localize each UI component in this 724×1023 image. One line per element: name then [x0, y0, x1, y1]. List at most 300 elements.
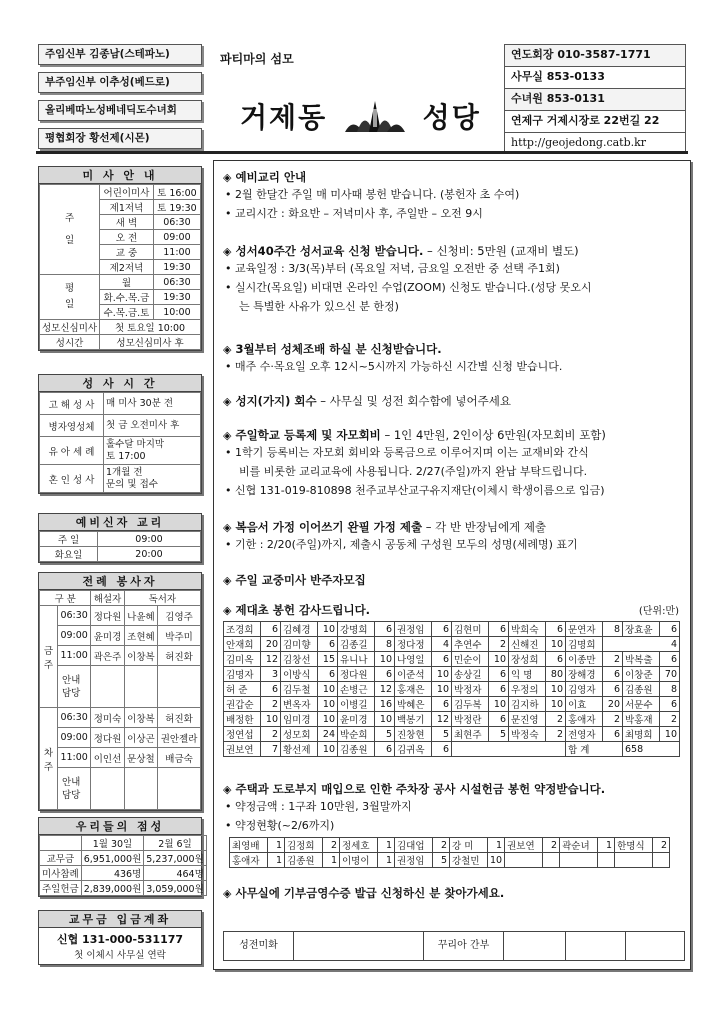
mass-name: 수.목.금.토: [100, 305, 154, 320]
commentator: 정다원: [91, 728, 124, 748]
liturgy-table: [39, 590, 201, 810]
table-row: [224, 697, 680, 712]
donor-name: 최현주: [452, 727, 489, 742]
diamond-bullet-icon: ◈: [223, 395, 232, 408]
notice-line: • 약정금액 : 1구좌 10만원, 3월말까지: [225, 800, 412, 813]
account-note: 첫 이체시 사무실 연락: [74, 950, 166, 961]
table-row: [224, 667, 680, 682]
donor-amount: 20: [261, 637, 281, 652]
table-row: [40, 626, 201, 646]
table-row: [40, 275, 201, 290]
donor-amount: 8: [660, 682, 680, 697]
diamond-bullet-icon: ◈: [223, 574, 232, 587]
lector: 이상곤: [124, 728, 157, 748]
church-address: 연제구 거제시장로 22번길 22: [504, 110, 686, 132]
donor-amount: 10: [318, 697, 338, 712]
notice-title: 3월부터 성체조배 하실 분 신청받습니다.: [235, 342, 442, 356]
notice-line: • 실시간(목요일) 비대면 온라인 수업(ZOOM) 신청도 받습니다.(성당 못오시: [225, 281, 592, 294]
notice-donation-receipt: [223, 885, 685, 901]
donor-amount: 6: [603, 667, 623, 682]
table-row: [40, 728, 201, 748]
table-row: [40, 415, 201, 437]
donor-amount: 10: [660, 727, 680, 742]
diamond-bullet-icon: ◈: [223, 245, 232, 258]
donor-amount: 6: [318, 667, 338, 682]
class-day: 주 일: [40, 532, 98, 547]
donor-name: 이창준: [623, 667, 660, 682]
notice-line: • 기한 : 2/20(주일)까지, 제출시 공동체 구성원 모두의 성명(세례명) 표기: [225, 538, 578, 551]
church-name-part1: 거제동: [240, 101, 328, 134]
donor-amount: 6: [261, 622, 281, 637]
donor-name: 임미경: [281, 712, 318, 727]
table-row: [40, 866, 207, 881]
donor-name: 민순이: [452, 652, 489, 667]
donor-amount: 12: [375, 682, 395, 697]
donor-name: 권보연: [224, 742, 261, 757]
pledge-count: 2: [433, 838, 450, 853]
donor-amount: 2: [603, 652, 623, 667]
donor-name: 조경희: [224, 622, 261, 637]
mass-name: 어린이미사: [100, 185, 154, 200]
donor-name: 김종원: [623, 682, 660, 697]
pledge-count: 1: [323, 853, 340, 868]
donor-amount: 6: [546, 652, 566, 667]
donor-amount: 6: [432, 652, 452, 667]
donor-amount: 10: [318, 682, 338, 697]
lector: 권안젤라: [158, 728, 201, 748]
table-row: [224, 712, 680, 727]
notice-title: 주일 교중미사 반주자모집: [235, 573, 366, 587]
candle-unit: (단위:만): [638, 606, 679, 617]
sacrament-time: 첫 금 오전미사 후: [104, 415, 201, 437]
mass-time: 09:00: [58, 626, 91, 646]
class-day: 화요일: [40, 547, 98, 562]
donor-amount: 6: [489, 712, 509, 727]
lector: 허진화: [158, 646, 201, 666]
pledger-name: 강 미: [450, 838, 488, 853]
donor-name: 김귀옥: [395, 742, 432, 757]
diamond-bullet-icon: ◈: [223, 429, 232, 442]
donor-amount: 8: [603, 622, 623, 637]
donor-amount: 10: [546, 637, 566, 652]
donor-name: 김영자: [566, 682, 603, 697]
stat-value: 6,951,000원: [81, 851, 144, 866]
week-label: 차 주: [40, 708, 58, 810]
donor-amount: 6: [375, 667, 395, 682]
mass-name: 월: [100, 275, 154, 290]
pledger-name: 김정희: [285, 838, 323, 853]
donor-name: 박혜은: [395, 697, 432, 712]
cleaning-label: 성전미화: [224, 932, 294, 960]
notice-parking-pledge: [223, 781, 685, 868]
donor-amount: 15: [318, 652, 338, 667]
diamond-bullet-icon: ◈: [223, 521, 232, 534]
table-row: [224, 742, 680, 757]
table-row: [40, 836, 207, 851]
commentator: 이인선: [91, 748, 124, 768]
pledge-count: 2: [653, 838, 670, 853]
donor-name: 김현미: [452, 622, 489, 637]
donor-amount: 2: [546, 712, 566, 727]
donor-amount: 10: [261, 712, 281, 727]
cleaning-group: 꾸리아 간부: [424, 932, 504, 960]
donor-amount: 2: [546, 727, 566, 742]
donor-amount: 2: [660, 712, 680, 727]
sacrament-time: 홀수달 마지막 토 17:00: [104, 437, 201, 465]
donor-name: 홍애자: [566, 712, 603, 727]
donor-name: 김지하: [509, 697, 546, 712]
notice-title-detail: – 1인 4만원, 2인이상 6만원(자모회비 포함): [380, 428, 606, 442]
donor-amount: 6: [546, 622, 566, 637]
mass-time: 06:30: [153, 215, 200, 230]
donor-amount: 6: [489, 622, 509, 637]
donor-amount: 24: [318, 727, 338, 742]
donor-name: 김미옥: [224, 652, 261, 667]
pledge-count: 1: [488, 838, 505, 853]
donor-amount: 10: [432, 667, 452, 682]
mass-name: 새 벽: [100, 215, 154, 230]
stat-label: 미사참례: [40, 866, 82, 881]
church-website[interactable]: http://geojedong.catb.kr: [504, 132, 686, 154]
sacrament-name: 유 아 세 례: [40, 437, 104, 465]
stat-label: 교무금: [40, 851, 82, 866]
mass-time: 19:30: [153, 290, 200, 305]
stats-title: 우리들의 점성: [39, 818, 201, 835]
donor-name: 변옥자: [281, 697, 318, 712]
stat-value: 5,237,000원: [144, 851, 207, 866]
donor-name: 권갑순: [224, 697, 261, 712]
pledge-count: 1: [598, 838, 615, 853]
pledge-count: 2: [543, 838, 560, 853]
sisters-order: 올리베따노성베네딕도수녀회: [38, 100, 202, 121]
notice-title: 예비교리 안내: [235, 170, 307, 184]
catechumen-table: [39, 531, 201, 562]
table-row: [40, 532, 201, 547]
donor-amount: 6: [375, 742, 395, 757]
donor-amount: 4: [432, 637, 452, 652]
donor-name: 강명희: [338, 622, 375, 637]
stat-value: 436명: [81, 866, 144, 881]
donor-amount: 70: [660, 667, 680, 682]
donor-amount: 10: [318, 712, 338, 727]
sacrament-name: 혼 인 성 사: [40, 465, 104, 493]
church-name: [240, 96, 481, 136]
mass-time: 11:00: [58, 646, 91, 666]
donor-name: 정다원: [338, 667, 375, 682]
pledge-count: [653, 853, 670, 868]
donor-amount: 6: [432, 697, 452, 712]
lector: 조현혜: [124, 626, 157, 646]
pledge-count: 1: [378, 853, 395, 868]
donor-name: 윤미경: [338, 712, 375, 727]
pledge-count: 1: [378, 838, 395, 853]
donor-amount: 6: [603, 727, 623, 742]
header-title-area: [212, 44, 498, 148]
pledger-name: 최영배: [230, 838, 268, 853]
table-row: [40, 646, 201, 666]
candle-offering-table: [223, 621, 680, 757]
mass-time: 안내 담당: [58, 666, 91, 708]
pledge-count: 1: [268, 838, 285, 853]
notice-line: • 2월 한달간 주일 매 미사때 봉헌 받습니다. (봉헌자 초 수여): [225, 188, 520, 201]
mass-name: 제1저녁: [100, 200, 154, 215]
pledger-name: 권보연: [505, 838, 543, 853]
donor-amount: 6: [261, 682, 281, 697]
donor-name: 익 명: [509, 667, 546, 682]
mass-name: 오 전: [100, 230, 154, 245]
donor-name: 김창선: [281, 652, 318, 667]
donor-name: 박정숙: [509, 727, 546, 742]
diamond-bullet-icon: ◈: [223, 343, 232, 356]
column-header: [40, 836, 82, 851]
table-row: [40, 666, 201, 708]
mass-time: 토 19:30: [153, 200, 200, 215]
donor-name: 김두복: [452, 697, 489, 712]
notice-adoration: [223, 341, 685, 376]
pledger-name: 이명이: [340, 853, 378, 868]
notice-line: • 교육일정 : 3/3(목)부터 (목요일 저녁, 금요일 오전반 중 선택 주1회): [225, 262, 560, 275]
mass-time: 안내 담당: [58, 768, 91, 810]
notice-catechumen: [223, 169, 685, 223]
lector: 이창복: [124, 646, 157, 666]
pastor-name: 주임신부 김종남(스테파노): [38, 44, 202, 65]
lector: 문상철: [124, 748, 157, 768]
pledge-count: [543, 853, 560, 868]
lector: [124, 666, 157, 708]
table-row: [224, 637, 680, 652]
donor-amount: 6: [432, 742, 452, 757]
table-row: [40, 437, 201, 465]
sacrament-name: 병자영성체: [40, 415, 104, 437]
donor-name: 정연섭: [224, 727, 261, 742]
mass-time: 09:00: [58, 728, 91, 748]
notice-title: 주택과 도로부지 매입으로 인한 주차장 공사 시설헌금 봉헌 약정받습니다.: [235, 782, 606, 796]
donor-name: 박희숙: [509, 622, 546, 637]
table-row: [40, 591, 201, 606]
donor-name: 우정의: [509, 682, 546, 697]
diamond-bullet-icon: ◈: [223, 887, 232, 900]
donor-amount: 5: [489, 727, 509, 742]
cleaning-spacer: [504, 932, 566, 960]
donor-amount: 6: [489, 682, 509, 697]
sacrament-title: 성 사 시 간: [39, 375, 201, 392]
donor-amount: 6: [660, 622, 680, 637]
stat-value: 2,839,000원: [81, 881, 144, 896]
mass-time: 09:00: [153, 230, 200, 245]
empty-cell: [452, 742, 566, 757]
donor-amount: 10: [546, 682, 566, 697]
notice-line: 비를 비롯한 교리교육에 사용됩니다. 2/27(주일)까지 완납 부탁드립니다.: [239, 465, 588, 478]
lector: 허진화: [158, 708, 201, 728]
church-motto: 파티마의 섬모: [220, 52, 294, 66]
mass-time: 성모신심미사 후: [100, 335, 201, 350]
pledger-name: 권정임: [395, 853, 433, 868]
mass-time: 06:30: [58, 708, 91, 728]
donor-name: 박순희: [338, 727, 375, 742]
donor-name: 박복출: [623, 652, 660, 667]
mass-name: 성시간: [40, 335, 100, 350]
class-time: 20:00: [98, 547, 201, 562]
notice-sunday-school: [223, 427, 685, 500]
donor-name: 성모회: [281, 727, 318, 742]
table-row: [40, 881, 207, 896]
donor-amount: 6: [432, 622, 452, 637]
donor-amount: 10: [489, 697, 509, 712]
lector: [158, 768, 201, 810]
catechumen-title: 예비신자 교리: [39, 514, 201, 531]
table-row: [40, 768, 201, 810]
donor-name: 유니나: [338, 652, 375, 667]
donor-name: 김명희: [566, 637, 603, 652]
table-row: [224, 682, 680, 697]
donor-amount: 20: [603, 697, 623, 712]
donor-amount: 10: [432, 682, 452, 697]
header-left-info: [38, 44, 202, 156]
pledger-name: 곽순녀: [560, 838, 598, 853]
donor-name: 이준석: [395, 667, 432, 682]
sacrament-time: 매 미사 30분 전: [104, 393, 201, 415]
column-header: 구 분: [40, 591, 91, 606]
donor-name: 김종원: [338, 742, 375, 757]
sunday-label: 주 일: [40, 185, 100, 275]
donor-name: 송상길: [452, 667, 489, 682]
table-row: [40, 465, 201, 493]
notice-accompanist: [223, 572, 685, 588]
pledge-count: [598, 853, 615, 868]
cleaning-spacer: [626, 932, 684, 960]
donor-amount: 6: [318, 637, 338, 652]
donor-name: 배정한: [224, 712, 261, 727]
table-row: [230, 838, 670, 853]
lector: 김영주: [158, 606, 201, 626]
office-phone: 사무실 853-0133: [504, 66, 686, 88]
diamond-bullet-icon: ◈: [223, 171, 232, 184]
mass-time: 토 16:00: [153, 185, 200, 200]
donor-name: 문연자: [566, 622, 603, 637]
donor-name: 이병길: [338, 697, 375, 712]
notice-title: 성지(가지) 회수: [235, 394, 317, 408]
pledge-count: 10: [488, 853, 505, 868]
mass-schedule-title: 미 사 안 내: [39, 167, 201, 184]
donor-name: 김두철: [281, 682, 318, 697]
total-value: 658: [623, 742, 680, 757]
donor-amount: 3: [261, 667, 281, 682]
donor-amount: 10: [318, 622, 338, 637]
table-row: [224, 622, 680, 637]
mass-time: 10:00: [153, 305, 200, 320]
weekday-label: 평 일: [40, 275, 100, 320]
donor-amount: 10: [375, 712, 395, 727]
mass-time: 11:00: [58, 748, 91, 768]
cleaning-spacer: [566, 932, 626, 960]
notices-panel: [213, 160, 691, 970]
liturgy-box: [38, 572, 202, 811]
column-header: 독서자: [124, 591, 200, 606]
donor-name: 손병근: [338, 682, 375, 697]
donor-amount: 6: [489, 667, 509, 682]
donor-amount: 5: [432, 727, 452, 742]
council-president: 평협회장 황선제(시몬): [38, 128, 202, 149]
donor-amount: 6: [660, 652, 680, 667]
donor-name: 황선제: [281, 742, 318, 757]
donor-name: 백봉기: [395, 712, 432, 727]
pledger-name: 김대업: [395, 838, 433, 853]
header-divider: [36, 151, 688, 154]
sacrament-table: [39, 392, 201, 493]
table-row: [40, 393, 201, 415]
notice-bible-study: [223, 243, 685, 316]
pledger-name: 정세호: [340, 838, 378, 853]
donor-name: 김명자: [224, 667, 261, 682]
donor-amount: 2: [261, 727, 281, 742]
donor-name: 김혜경: [281, 622, 318, 637]
commentator: [91, 768, 124, 810]
notice-title: 사무실에 기부금영수증 발급 신청하신 분 찾아가세요.: [235, 886, 505, 900]
donor-amount: 10: [546, 697, 566, 712]
table-row: [230, 853, 670, 868]
donor-name: 문진영: [509, 712, 546, 727]
donor-name: 장성희: [509, 652, 546, 667]
notice-title: 제대초 봉헌 감사드립니다.: [235, 603, 371, 617]
notice-title: 주일학교 등록제 및 자모회비: [235, 428, 381, 442]
donor-name: 진창현: [395, 727, 432, 742]
liturgy-title: 전례 봉사자: [39, 573, 201, 590]
donor-name: 김종길: [338, 637, 375, 652]
donor-name: 박정란: [452, 712, 489, 727]
donor-name: 권정임: [395, 622, 432, 637]
donor-amount: 12: [261, 652, 281, 667]
donor-name: 전영자: [566, 727, 603, 742]
mass-name: 교 중: [100, 245, 154, 260]
donor-amount: 80: [546, 667, 566, 682]
lector: [124, 768, 157, 810]
pledge-count: 1: [268, 853, 285, 868]
commentator: [91, 666, 124, 708]
notice-title-detail: – 신청비: 5만원 (교재비 별도): [423, 244, 579, 258]
lector: 배금숙: [158, 748, 201, 768]
donor-amount: 6: [660, 697, 680, 712]
table-row: [40, 320, 201, 335]
commentator: 윤미경: [91, 626, 124, 646]
notice-line: • 신협 131-019-810898 천주교부산교구유지재단(이체시 학생이름으로 입금): [225, 484, 605, 497]
mass-schedule-table: [39, 184, 201, 350]
table-row: [40, 335, 201, 350]
class-time: 09:00: [98, 532, 201, 547]
diamond-bullet-icon: ◈: [223, 783, 232, 796]
mass-time: 11:00: [153, 245, 200, 260]
table-row: [40, 547, 201, 562]
commentator: 곽은주: [91, 646, 124, 666]
donor-amount: 16: [375, 697, 395, 712]
donor-amount: 10: [375, 652, 395, 667]
donor-name: 추연수: [452, 637, 489, 652]
sacrament-time: 1개월 전 문의 및 접수: [104, 465, 201, 493]
donor-amount: 5: [375, 727, 395, 742]
week-label: 금 주: [40, 606, 58, 708]
stat-value: 3,059,000원: [144, 881, 207, 896]
table-row: [40, 185, 201, 200]
table-row: [224, 652, 680, 667]
mass-schedule-box: [38, 166, 202, 351]
notice-line: 는 특별한 사유가 있으신 분 한정): [239, 300, 399, 313]
donor-amount: 2: [489, 637, 509, 652]
donor-amount: 12: [432, 712, 452, 727]
notice-title-detail: – 각 반 반장님에게 제출: [422, 520, 547, 534]
donor-name: 정다정: [395, 637, 432, 652]
lector: 박주미: [158, 626, 201, 646]
donor-amount: 4: [603, 637, 680, 652]
notice-candle-offering: [223, 602, 685, 757]
